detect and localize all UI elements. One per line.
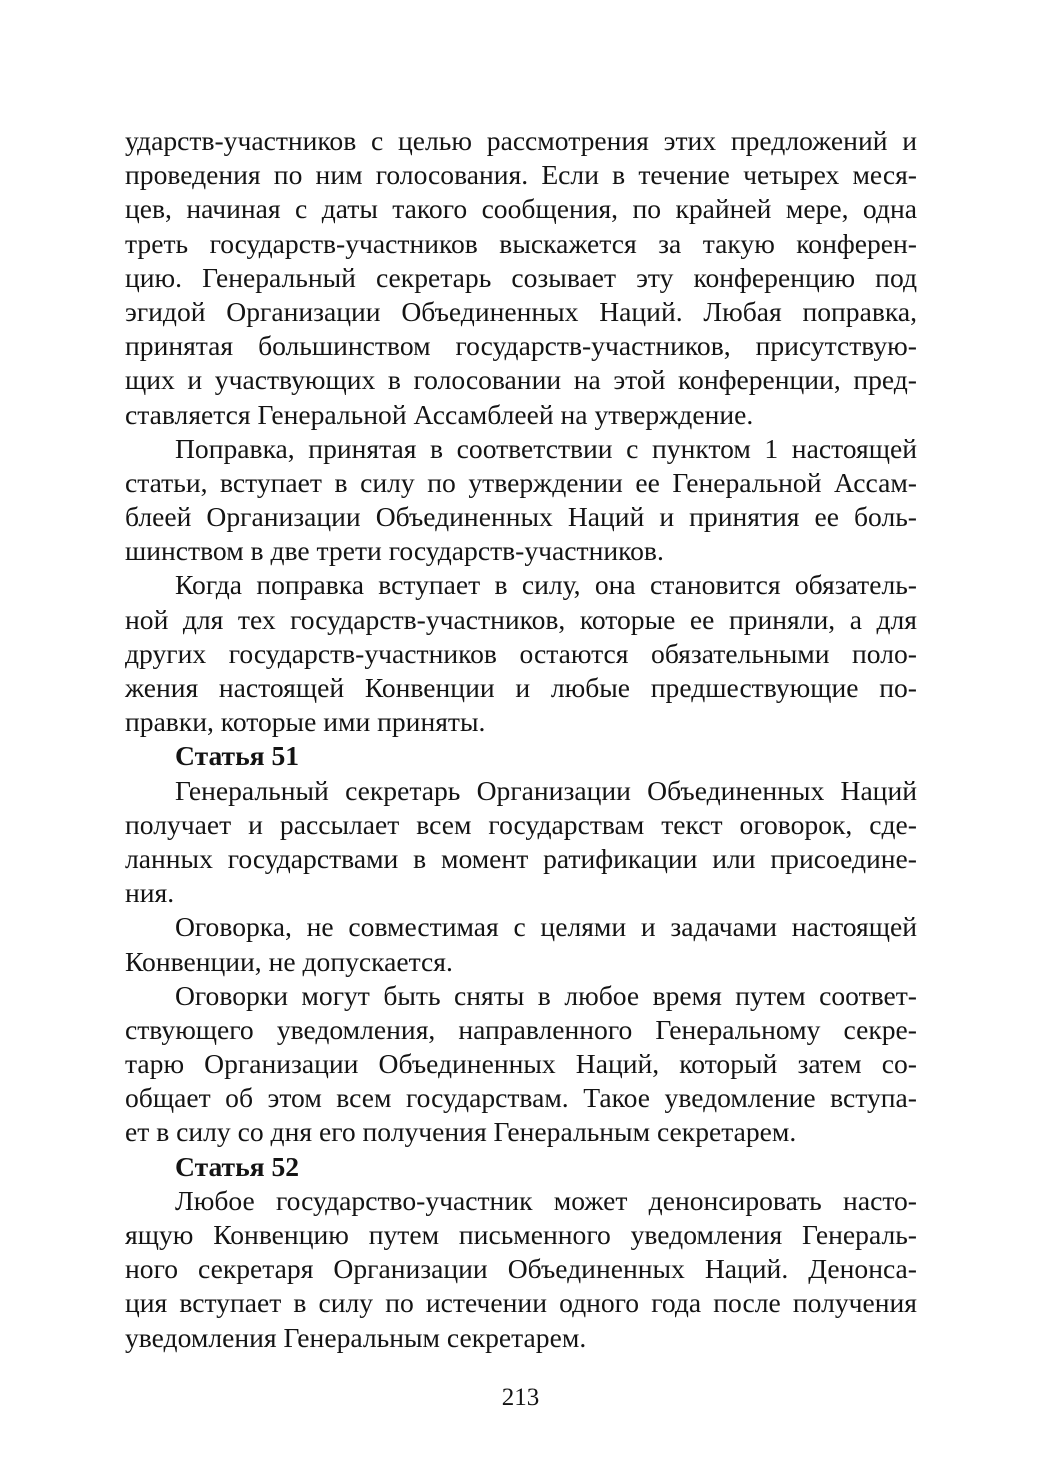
page-number: 213 — [501, 1384, 540, 1411]
text-line: ствующего уведомления, направленного Генеральному секре- — [125, 1013, 917, 1045]
text-line: Поправка, принятая в соответствии с пунктом 1 настоящей — [175, 432, 917, 464]
text-line: принятая большинством государств-участников, присутствую- — [125, 330, 917, 362]
article-heading: Статья 52 — [175, 1150, 300, 1182]
text-line: цию. Генеральный секретарь созывает эту конференцию под — [125, 261, 917, 293]
text-line: жения настоящей Конвенции и любые предшествующие по- — [125, 672, 917, 703]
text-line: ной для тех государств-участников, которые ее приняли, а для — [125, 603, 917, 635]
text-line: Оговорки могут быть сняты в любое время путем соответ- — [175, 979, 917, 1011]
article-heading: Статья 51 — [175, 740, 300, 772]
text-line: статьи, вступает в силу по утверждении ее Генеральной Ассам- — [125, 466, 917, 498]
paragraph — [125, 774, 917, 911]
text-line: ного секретаря Организации Объединенных Наций. Денонса- — [125, 1253, 917, 1285]
text-line: ударств-участников с целью рассмотрения этих предложений и — [125, 125, 917, 156]
text-line: общает об этом всем государствам. Такое уведомление вступа- — [125, 1082, 917, 1114]
text-line: ланных государствами в момент ратификации или присоедине- — [125, 842, 917, 874]
text-line: шинством в две трети государств-участников. — [125, 535, 664, 567]
text-line: Когда поправка вступает в силу, она становится обязатель- — [175, 569, 917, 601]
paragraph — [125, 979, 917, 1150]
text-line: получает и рассылает всем государствам текст оговорок, сде- — [125, 808, 917, 840]
text-line: ция вступает в силу по истечении одного года после получения — [125, 1287, 917, 1319]
text-line: Оговорка, не совместимая с целями и задачами настоящей — [175, 911, 917, 943]
text-line: правки, которые ими приняты. — [125, 706, 486, 738]
text-line: ставляется Генеральной Ассамблеей на утверждение. — [125, 398, 754, 430]
body-text — [125, 124, 917, 1355]
text-line: уведомления Генеральным секретарем. — [125, 1321, 587, 1353]
text-line: Генеральный секретарь Организации Объединенных Наций — [175, 774, 917, 806]
text-line: ния. — [125, 877, 175, 909]
text-line: блеей Организации Объединенных Наций и принятия ее боль- — [125, 501, 917, 533]
paragraph — [125, 1184, 917, 1355]
text-line: ящую Конвенцию путем письменного уведомления Генераль- — [125, 1219, 917, 1250]
text-line: цев, начиная с даты такого сообщения, по крайней мере, одна — [125, 193, 917, 225]
text-line: треть государств-участников выскажется за такую конферен- — [125, 227, 917, 259]
text-line: Любое государство-участник может денонсировать насто- — [175, 1184, 917, 1216]
text-line: эгидой Организации Объединенных Наций. Любая поправка, — [125, 295, 917, 327]
text-line: ет в силу со дня его получения Генеральным секретарем. — [125, 1116, 797, 1148]
text-line: проведения по ним голосования. Если в течение четырех меся- — [125, 159, 917, 191]
text-line: Конвенции, не допускается. — [125, 945, 453, 977]
paragraph — [125, 910, 917, 978]
text-line: щих и участвующих в голосовании на этой конференции, пред- — [125, 364, 917, 396]
paragraph — [125, 124, 917, 432]
text-line: тарю Организации Объединенных Наций, который затем со- — [125, 1048, 917, 1080]
text-line: других государств-участников остаются обязательными поло- — [125, 637, 917, 669]
paragraph — [125, 568, 917, 739]
paragraph — [125, 432, 917, 569]
